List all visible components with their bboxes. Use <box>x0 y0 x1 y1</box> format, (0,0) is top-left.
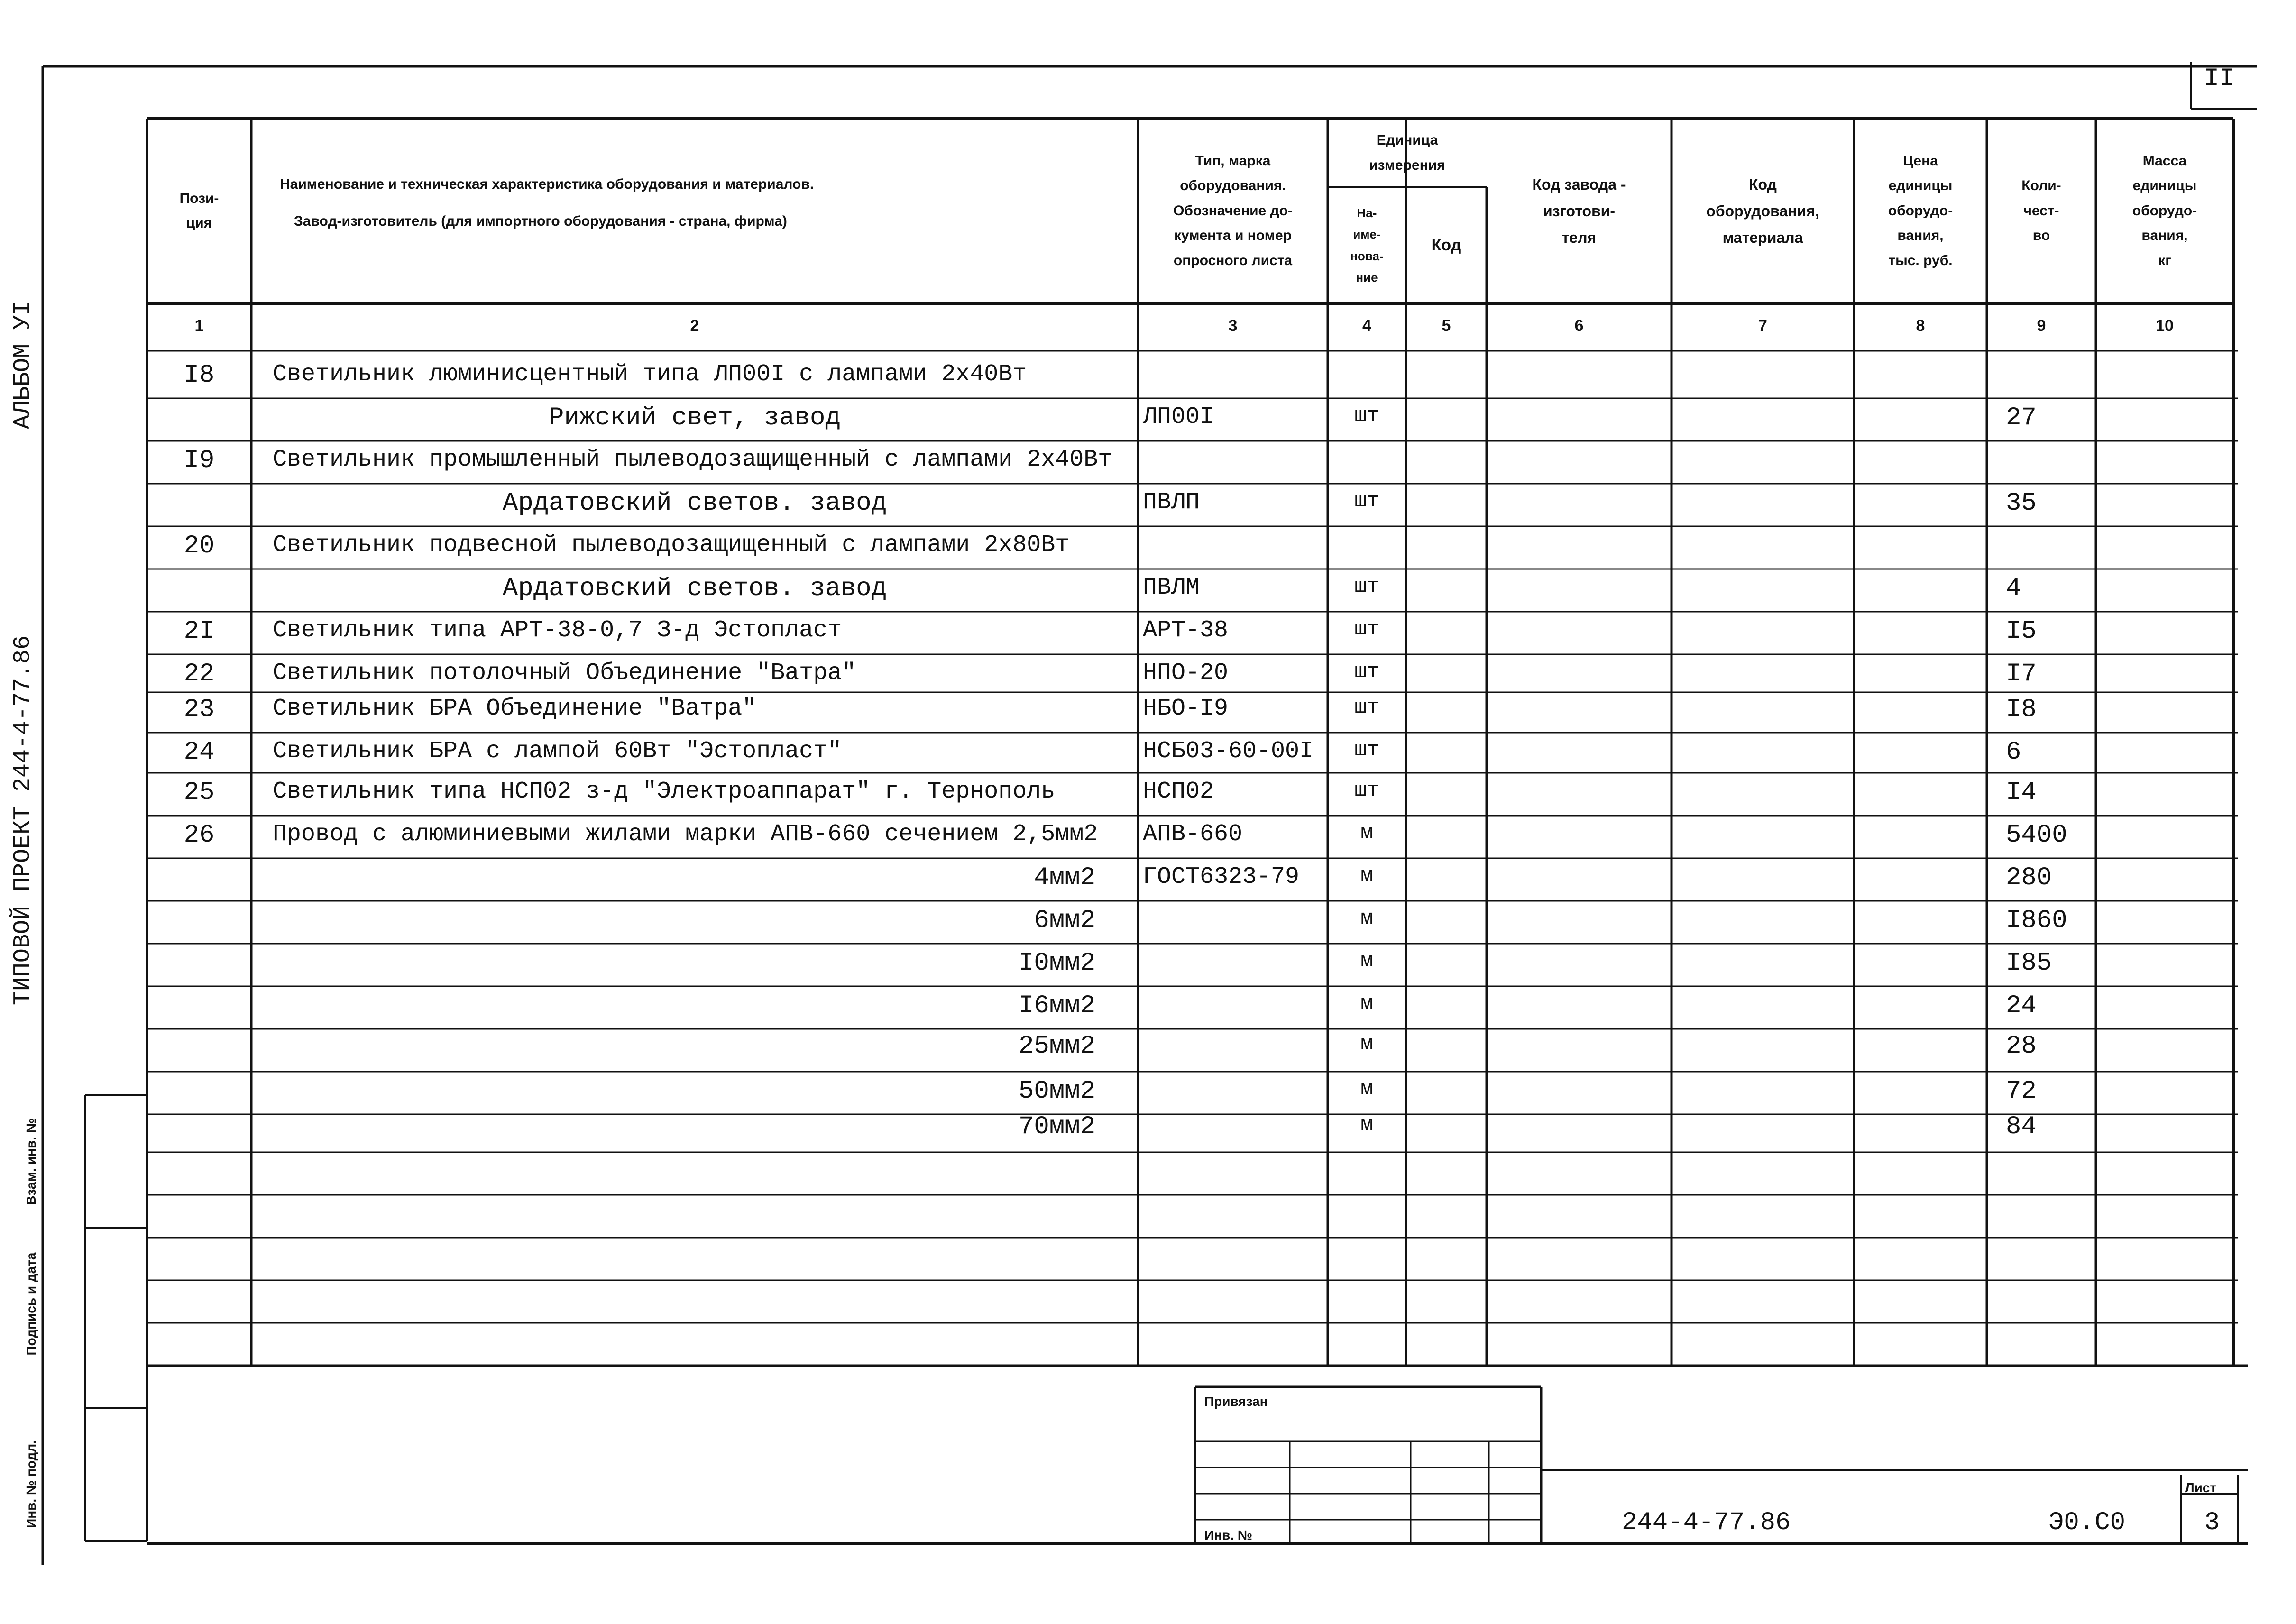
row-position: 22 <box>184 660 215 688</box>
row-quantity: 35 <box>2006 489 2037 518</box>
row-quantity: I4 <box>2006 778 2037 807</box>
stamp-cell-label-3: Инв. № подл. <box>24 1440 38 1528</box>
row-unit: шт <box>1354 617 1379 641</box>
row-name: Ардатовский светов. завод <box>502 489 887 518</box>
row-unit: м <box>1360 864 1373 888</box>
row-unit: шт <box>1354 575 1379 598</box>
row-unit: м <box>1360 949 1373 973</box>
row-name: Светильник типа АРТ-38-0,7 З-д Эстопласт <box>273 617 842 644</box>
row-unit: м <box>1360 1113 1373 1137</box>
row-name: I0мм2 <box>1018 949 1095 978</box>
row-quantity: I85 <box>2006 949 2052 978</box>
header-unit-code: Код <box>1431 236 1461 254</box>
stamp-cell-label-2: Подпись и дата <box>24 1252 38 1356</box>
row-name: Светильник БРА Объединение "Ватра" <box>273 695 757 722</box>
row-position: 2I <box>184 617 215 646</box>
column-number-4: 4 <box>1362 317 1371 335</box>
row-name: 50мм2 <box>1018 1077 1095 1106</box>
row-unit: шт <box>1354 779 1379 802</box>
row-type: ГОСТ6323-79 <box>1143 863 1300 890</box>
row-position: I8 <box>184 361 215 390</box>
row-unit: шт <box>1354 738 1379 762</box>
row-unit: м <box>1360 1032 1373 1056</box>
row-type: НСП02 <box>1143 778 1214 805</box>
row-quantity: 4 <box>2006 574 2021 603</box>
header-unit-name: На- име- нова- ние <box>1350 205 1384 284</box>
row-type: ЛП00I <box>1143 404 1214 431</box>
stamp-cell-label-1: Взам. инв. № <box>24 1118 38 1205</box>
row-type: ПВЛП <box>1143 489 1200 516</box>
row-unit: м <box>1360 907 1373 930</box>
privyazan-label: Привязан <box>1204 1394 1268 1409</box>
header-price: Цена единицы оборудо- вания, тыс. руб. <box>1888 153 1953 268</box>
header-mass: Масса единицы оборудо- вания, кг <box>2132 153 2197 268</box>
row-quantity: 72 <box>2006 1077 2037 1106</box>
row-name: 70мм2 <box>1018 1112 1095 1141</box>
row-unit: шт <box>1354 404 1379 428</box>
row-type: АПВ-660 <box>1143 821 1243 848</box>
header-unit-group: Единица измерения <box>1369 132 1445 173</box>
column-number-6: 6 <box>1574 317 1584 335</box>
inv-no-label: Инв. № <box>1204 1528 1253 1542</box>
column-number-2: 2 <box>690 317 699 335</box>
column-number-9: 9 <box>2037 317 2046 335</box>
row-name: Светильник промышленный пылеводозащищенный с лампами 2х40Вт <box>273 446 1112 473</box>
row-unit: шт <box>1354 660 1379 684</box>
row-name: Ардатовский светов. завод <box>502 574 887 603</box>
row-quantity: 84 <box>2006 1112 2037 1141</box>
row-name: Рижский свет, завод <box>549 404 841 432</box>
row-quantity: 280 <box>2006 863 2052 892</box>
row-position: 24 <box>184 738 215 767</box>
row-unit: м <box>1360 821 1373 845</box>
row-name: Светильник люминисцентный типа ЛП00I с лампами 2х40Вт <box>273 361 1027 388</box>
header-position: Пози- ция <box>179 190 219 231</box>
row-name: 4мм2 <box>1034 863 1095 892</box>
column-number-7: 7 <box>1758 317 1767 335</box>
header-name <box>280 166 1110 240</box>
row-name: Светильник БРА с лампой 60Вт "Эстопласт" <box>273 738 842 765</box>
header-plant-code: Код завода - изготови- теля <box>1532 176 1626 246</box>
row-name: I6мм2 <box>1018 991 1095 1020</box>
row-name: Светильник типа НСП02 з-д "Электроаппарат" г. Тернополь <box>273 778 1056 805</box>
row-quantity: I8 <box>2006 695 2037 724</box>
sheet-number-mark: II <box>2204 64 2235 93</box>
row-unit: шт <box>1354 696 1379 719</box>
row-name: Светильник потолочный Объединение "Ватра" <box>273 660 856 687</box>
column-number-3: 3 <box>1228 317 1238 335</box>
row-quantity: 27 <box>2006 404 2037 432</box>
row-quantity: 28 <box>2006 1032 2037 1061</box>
row-position: 20 <box>184 532 215 560</box>
header-name-line1: Наименование и техническая характеристика оборудования и материалов. <box>280 176 814 192</box>
row-position: 26 <box>184 821 215 850</box>
row-unit: м <box>1360 1077 1373 1101</box>
column-number-8: 8 <box>1916 317 1925 335</box>
header-name-line2: Завод-изготовитель (для импортного оборудования - страна, фирма) <box>294 213 787 229</box>
row-position: I9 <box>184 446 215 475</box>
row-quantity: I7 <box>2006 660 2037 688</box>
row-name: 6мм2 <box>1034 906 1095 935</box>
column-number-1: 1 <box>194 317 204 335</box>
row-quantity: 24 <box>2006 991 2037 1020</box>
document-designation: 244-4-77.86 <box>1622 1508 1791 1537</box>
sheet-number: 3 <box>2204 1508 2220 1537</box>
row-unit: м <box>1360 992 1373 1016</box>
header-quantity: Коли- чест- во <box>2021 178 2061 244</box>
row-type: АРТ-38 <box>1143 617 1229 644</box>
row-position: 23 <box>184 695 215 724</box>
row-unit: шт <box>1354 489 1379 513</box>
header-type: Тип, марка оборудования. Обозначение до- кумента и номер опросного листа <box>1173 153 1293 268</box>
row-quantity: I860 <box>2006 906 2067 935</box>
document-code: Э0.С0 <box>2048 1508 2126 1537</box>
album-label: АЛЬБОМ УI <box>9 301 37 430</box>
column-number-10: 10 <box>2156 317 2174 335</box>
row-position: 25 <box>184 778 215 807</box>
row-type: НБО-I9 <box>1143 695 1229 722</box>
row-name: 25мм2 <box>1018 1032 1095 1061</box>
row-type: НПО-20 <box>1143 660 1229 687</box>
row-name: Провод с алюминиевыми жилами марки АПВ-660 сечением 2,5мм2 <box>273 821 1098 848</box>
row-name: Светильник подвесной пылеводозащищенный с лампами 2х80Вт <box>273 532 1070 559</box>
row-quantity: 5400 <box>2006 821 2067 850</box>
row-quantity: I5 <box>2006 617 2037 646</box>
row-quantity: 6 <box>2006 738 2021 767</box>
column-number-5: 5 <box>1442 317 1451 335</box>
row-type: НСБ03-60-00I <box>1143 738 1314 765</box>
header-equipment-code: Код оборудования, материала <box>1706 176 1819 246</box>
row-type: ПВЛМ <box>1143 574 1200 601</box>
project-label: ТИПОВОЙ ПРОЕКТ 244-4-77.86 <box>9 635 37 1006</box>
sheet-label: Лист <box>2185 1480 2217 1495</box>
